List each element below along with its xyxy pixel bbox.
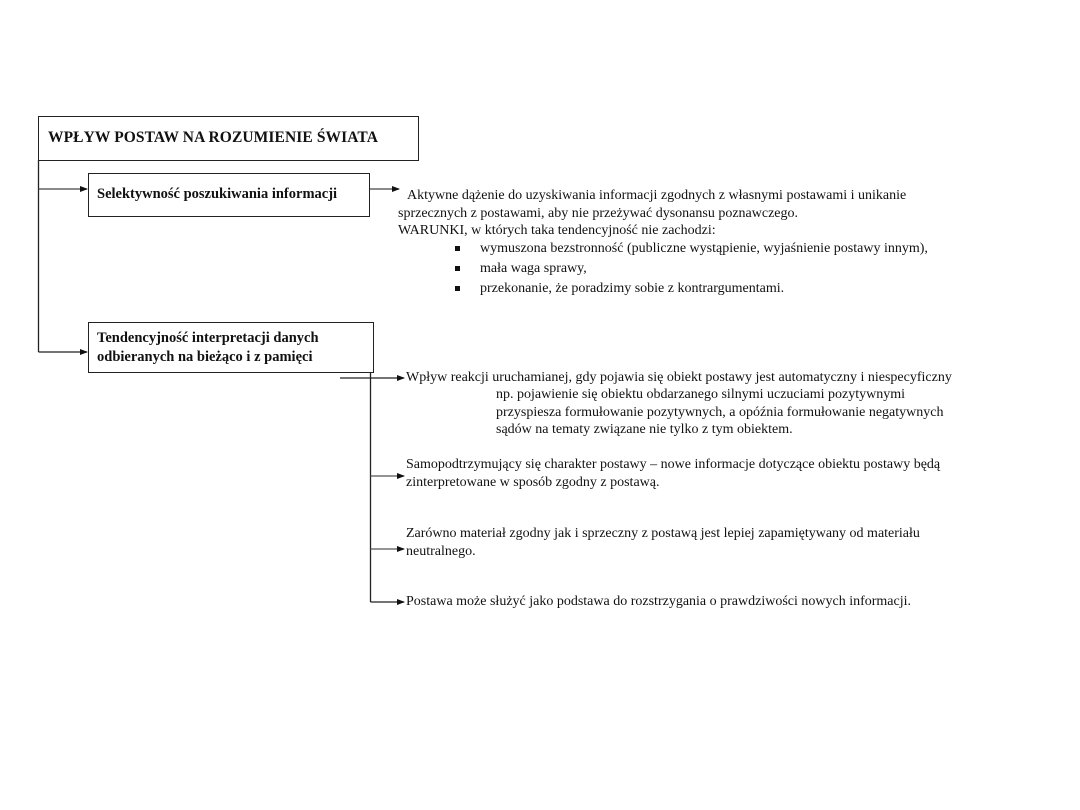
condition-text: mała waga sprawy, <box>480 261 587 276</box>
conditions-list <box>455 239 928 299</box>
conditions-heading: WARUNKI, w których taka tendencyjność nie zachodzi: <box>398 223 716 238</box>
effect-line: Samopodtrzymujący się charakter postawy – nowe informacje dotyczące obiektu postawy będą <box>406 457 941 472</box>
diagram-title: WPŁYW POSTAW NA ROZUMIENIE ŚWIATA <box>48 129 379 146</box>
effect-example-line: przyspiesza formułowanie pozytywnych, a opóźnia formułowanie negatywnych <box>496 405 944 420</box>
branch-box-selektywnosc <box>88 173 370 217</box>
branch-box-tendencyjnosc <box>88 322 374 373</box>
branch-label: Selektywność poszukiwania informacji <box>97 186 338 202</box>
effect-line: zinterpretowane w sposób zgodny z postawą. <box>406 475 660 490</box>
condition-item <box>455 239 928 259</box>
effect-line: Wpływ reakcji uruchamianej, gdy pojawia się obiekt postawy jest automatyczny i niespecyficzny <box>406 370 952 385</box>
branch-label-line: odbieranych na bieżąco i z pamięci <box>97 349 313 365</box>
description-line: Aktywne dążenie do uzyskiwania informacji zgodnych z własnymi postawami i unikanie <box>407 188 907 203</box>
effect-line: Zarówno materiał zgodny jak i sprzeczny z postawą jest lepiej zapamiętywany od materiału <box>406 526 920 541</box>
effect-example-line: np. pojawienie się obiektu obdarzanego silnymi uczuciami pozytywnymi <box>496 387 906 402</box>
branch-label <box>97 329 319 367</box>
condition-item <box>455 279 928 299</box>
description-line: sprzecznych z postawami, aby nie przeżywać dysonansu poznawczego. <box>398 206 798 221</box>
condition-text: przekonanie, że poradzimy sobie z kontrargumentami. <box>480 281 785 296</box>
effect-example-line: sądów na tematy związane nie tylko z tym obiektem. <box>496 422 793 437</box>
bullet-square-icon <box>455 246 460 251</box>
bullet-square-icon <box>455 286 460 291</box>
branch-label-line: Tendencyjność interpretacji danych <box>97 330 319 346</box>
condition-text: wymuszona bezstronność (publiczne wystąpienie, wyjaśnienie postawy innym), <box>480 241 928 256</box>
title-box <box>38 116 419 161</box>
effect-line: Postawa może służyć jako podstawa do rozstrzygania o prawdziwości nowych informacji. <box>406 594 912 609</box>
bullet-square-icon <box>455 266 460 271</box>
condition-item <box>455 259 928 279</box>
effect-line: neutralnego. <box>406 544 476 559</box>
